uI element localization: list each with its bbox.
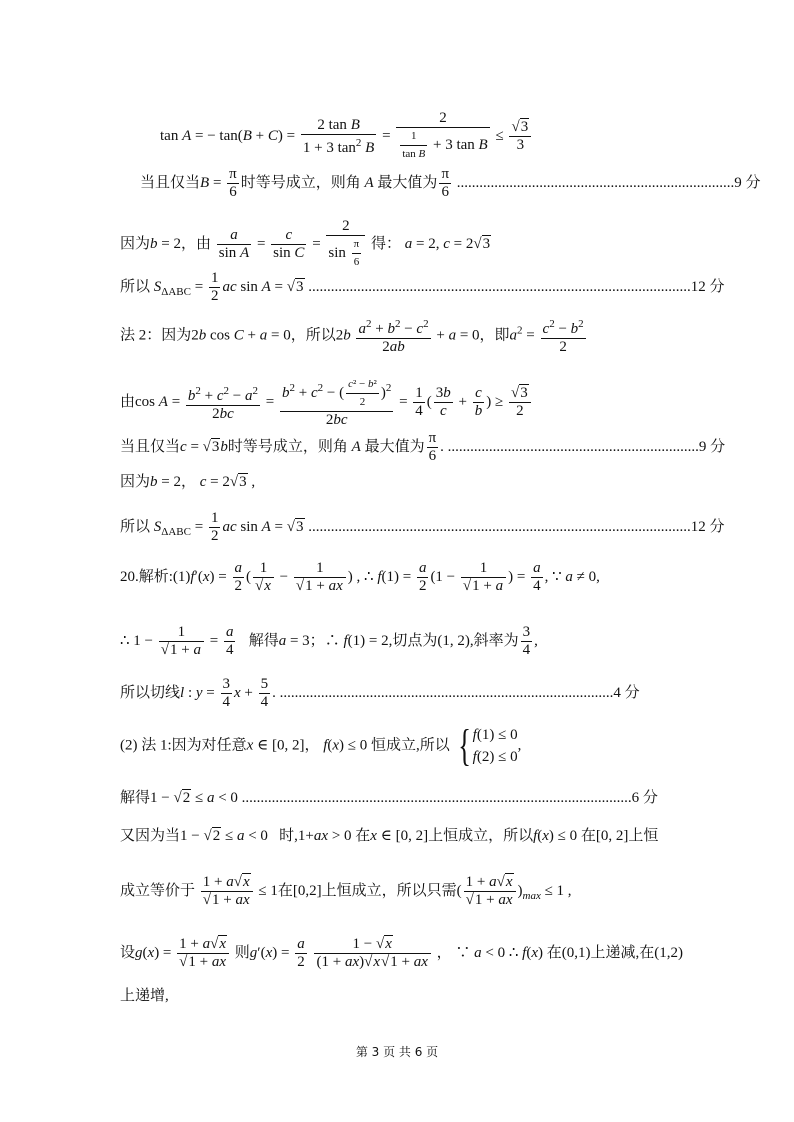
text-equivalence: 成立等价于 $\frac{1 + a√x}{√1 + ax}$ ≤ 1在[0,2]上恒成立，所以只需( $\frac{1 + a√x}{√1 + ax}$ )$_{max} \le 1$ , <box>120 874 572 908</box>
text-define-g: 设g(x) = $\frac{1 + a√x}{√1 + ax}$ 则g′(x) = $\frac{a}{2}$ $\frac{1 - √x}{(1 + ax)√x√1 + ax}$ ， ∵ a < 0 ∴ f(x) 在(0,1)上递减,在(1,2) <box>120 936 683 970</box>
text-reasoning: 又因为当1 − √2 ≤ a < 0 时,1+ax > 0 在x ∈ [0, 2]上恒成立，所以f(x) ≤ 0 在[0, 2]上恒 <box>120 828 659 844</box>
text-tangent-line: 所以切线l : y = $\frac{3}{4}$ x + $\frac{5}{4}$ . .........................................................................................4 分 <box>120 676 640 710</box>
text-area-1: 所以 $S_{\Delta ABC}$ = $\frac{1}{2}$ ac sin A = √3 ......................................................................................................12 分 <box>120 270 725 304</box>
text-solve-a: ∴ 1 − $\frac{1}{√1 + a}$ = $\frac{a}{4}$ 解得a = 3；∴ f(1) = 2,切点为(1, 2),斜率为 $\frac{3}{4}$ , <box>120 624 538 658</box>
text-a-range: 解得1 − √2 ≤ a < 0 ........................................................................................................6 分 <box>120 790 658 806</box>
text-method2: 法 2：因为2b cos C + a = 0，所以2b $\frac{a^2 + b^2 - c^2}{2ab}$ + a = 0，即$a^2$ = $\frac{c^2 - b^2}{2}$ <box>120 318 584 355</box>
text-increasing: 上递增, <box>120 988 169 1004</box>
eq-tanA: tan A = − tan(B + C) = $\frac{\text{2 tan B}}{1 + 3 \tan^2 B}$ = 2 $\frac{1}{\text{tan B}}$ + 3 tan B ≤ $\frac{√3}{3}$ <box>160 110 533 163</box>
text-q20-part2: (2) 法 1:因为对任意x ∈ [0, 2]， f(x) ≤ 0 恒成立,所以 { f(1) ≤ 0 f(2) ≤ 0 , <box>120 721 522 770</box>
eq-cosA: 由cos A = $\frac{b^2 + c^2 - a^2}{2bc}$ = $b^2 + c^2$ − ( $\frac{\text{c² − b²}}{2}$ )$^2$ 2bc = $\frac{1}{4}$ ( $\frac{3b}{c}$ + $\frac{c}{b}$ ) ≥ $\frac{√3}{2}$ <box>120 376 533 429</box>
text-equality-cond-2: 当且仅当c = √3b时等号成立，则角 A 最大值为 $\frac{\pi}{6}$ . ...................................................................9 分 <box>120 430 726 464</box>
text-area-2: 所以 $S_{\Delta ABC}$ = $\frac{1}{2}$ ac sin A = √3 ......................................................................................................12 分 <box>120 510 725 544</box>
text-equality-cond-1: 当且仅当B = $\frac{\pi}{6}$ 时等号成立，则角 A 最大值为 $\frac{\pi}{6}$ ..........................................................................9 分 <box>140 166 761 200</box>
page-footer: 第 3 页 共 6 页 <box>355 1045 439 1059</box>
text-q20-part1: 20.解析:(1)f′(x) = $\frac{a}{2}$ ( $\frac{1}{√x}$ − $\frac{1}{√1 + ax}$ ) , ∴ f(1) = $\frac{a}{2}$ (1 − $\frac{1}{√1 + a}$ ) = $\frac{a}{4}$ , ∵ a ≠ 0, <box>120 560 600 594</box>
text-law-of-sines: 因为b = 2，由 $\frac{a}{\text{sin A}}$ = $\frac{c}{\text{sin C}}$ = 2 sin $\frac{\pi}{6}$ 得： a = 2, c = 2√3 <box>120 218 491 268</box>
text-b-c-values: 因为b = 2， c = 2√3 , <box>120 474 256 490</box>
